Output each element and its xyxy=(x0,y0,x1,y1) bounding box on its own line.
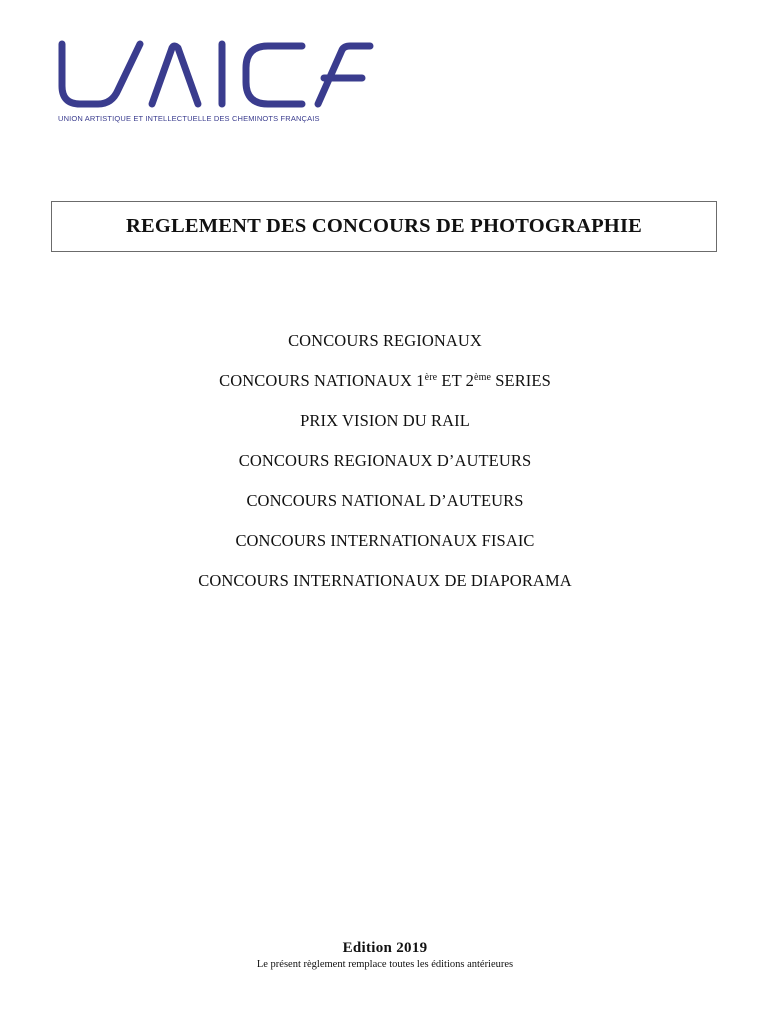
uaicf-logo xyxy=(56,38,376,130)
contest-item-vision-du-rail: PRIX VISION DU RAIL xyxy=(300,411,470,430)
contest-item-regionaux-auteurs: CONCOURS REGIONAUX D’AUTEURS xyxy=(238,451,532,470)
contest-list xyxy=(0,328,770,608)
contest-item-nationaux: CONCOURS NATIONAUX 1ère ET 2ème SERIES xyxy=(219,371,551,390)
contest-item-national-auteurs: CONCOURS NATIONAL D’AUTEURS xyxy=(246,491,524,510)
logo-tagline: UNION ARTISTIQUE ET INTELLECTUELLE DES CHEMINOTS FRANÇAIS xyxy=(58,114,320,123)
document-title: REGLEMENT DES CONCOURS DE PHOTOGRAPHIE xyxy=(125,215,642,237)
contest-item-regionaux: CONCOURS REGIONAUX xyxy=(288,331,482,350)
title-box xyxy=(51,201,717,252)
footer xyxy=(0,938,770,972)
contest-item-internationaux-diaporama: CONCOURS INTERNATIONAUX DE DIAPORAMA xyxy=(198,571,572,590)
edition-notice: Le présent règlement remplace toutes les éditions antérieures xyxy=(256,959,514,970)
edition-label: Edition 2019 xyxy=(342,940,428,956)
uaicf-wordmark-graphic xyxy=(56,38,376,112)
contest-item-internationaux-fisaic: CONCOURS INTERNATIONAUX FISAIC xyxy=(235,531,535,550)
